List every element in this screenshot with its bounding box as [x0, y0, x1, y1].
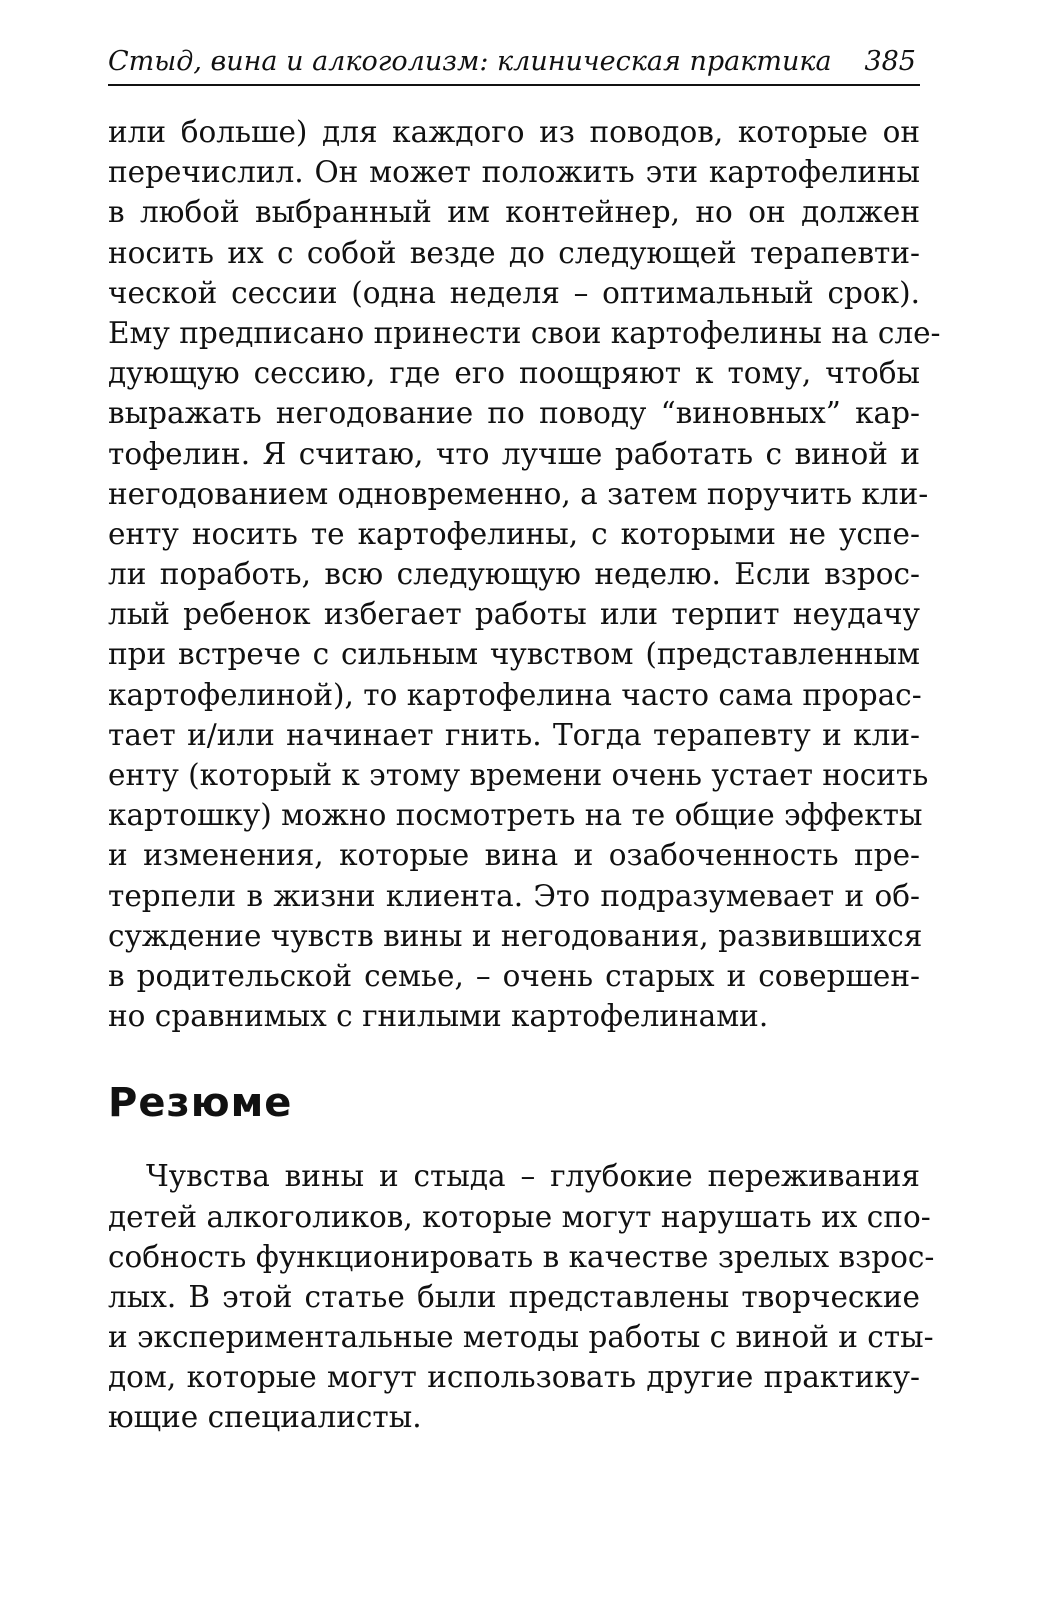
text-line: или больше) для каждого из поводов, которые он	[108, 115, 920, 149]
running-header	[108, 40, 920, 86]
text-line: в родительской семье, – очень старых и совершен-	[108, 958, 920, 993]
summary-paragraph	[108, 1156, 935, 1437]
text-line: и изменения, которые вина и озабоченность пре-	[108, 838, 920, 873]
text-line: тает и/или начинает гнить. Тогда терапевту и кли-	[108, 717, 920, 752]
text-line: ческой сессии (одна неделя – оптимальный срок).	[108, 275, 920, 310]
page-number: 385	[864, 46, 916, 77]
running-title: Стыд, вина и алкоголизм: клиническая практика	[108, 46, 832, 77]
text-line: картошку) можно посмотреть на те общие эффекты	[108, 798, 923, 833]
text-line: в любой выбранный им контейнер, но он должен	[108, 195, 920, 230]
text-line: дующую сессию, где его поощряют к тому, чтобы	[108, 356, 920, 391]
text-line: енту носить те картофелины, с которыми не успе-	[108, 516, 920, 551]
text-line: ли поработь, всю следующую неделю. Если взрос-	[108, 557, 920, 592]
text-line: тофелин. Я считаю, что лучше работать с виной и	[108, 436, 920, 471]
text-line: ющие специалисты.	[108, 1400, 422, 1435]
text-line: но сравнимых с гнилыми картофелинами.	[108, 999, 769, 1034]
text-line: терпели в жизни клиента. Это подразумевает и об-	[108, 878, 920, 913]
paragraph-continued	[108, 112, 941, 1036]
text-line: и экспериментальные методы работы с виной и сты-	[108, 1320, 934, 1355]
text-line: лых. В этой статье были представлены творческие	[108, 1279, 920, 1314]
text-line: негодованием одновременно, а затем поручить кли-	[108, 476, 929, 511]
text-line: собность функционировать в качестве зрелых взрос-	[108, 1239, 935, 1274]
text-line: выражать негодование по поводу “виновных” кар-	[108, 396, 920, 431]
text-line: Чувства вины и стыда – глубокие переживания	[146, 1159, 920, 1194]
text-line: носить их с собой везде до следующей терапевти-	[108, 235, 920, 270]
text-line: суждение чувств вины и негодования, развившихся	[108, 918, 923, 953]
book-page	[108, 40, 941, 1438]
text-line: картофелиной), то картофелина часто сама прорас-	[108, 677, 922, 712]
text-line: при встрече с сильным чувством (представленным	[108, 637, 920, 672]
section-heading: Резюме	[108, 1080, 293, 1127]
text-line: перечислил. Он может положить эти картофелины	[108, 155, 920, 190]
text-line: лый ребенок избегает работы или терпит неудачу	[108, 597, 920, 632]
text-line: енту (который к этому времени очень устает носить	[108, 758, 929, 792]
text-line: детей алкоголиков, которые могут нарушать их спо-	[108, 1199, 931, 1234]
text-line: Ему предписано принести свои картофелины на сле-	[108, 315, 941, 350]
text-line: дом, которые могут использовать другие практику-	[108, 1360, 920, 1395]
